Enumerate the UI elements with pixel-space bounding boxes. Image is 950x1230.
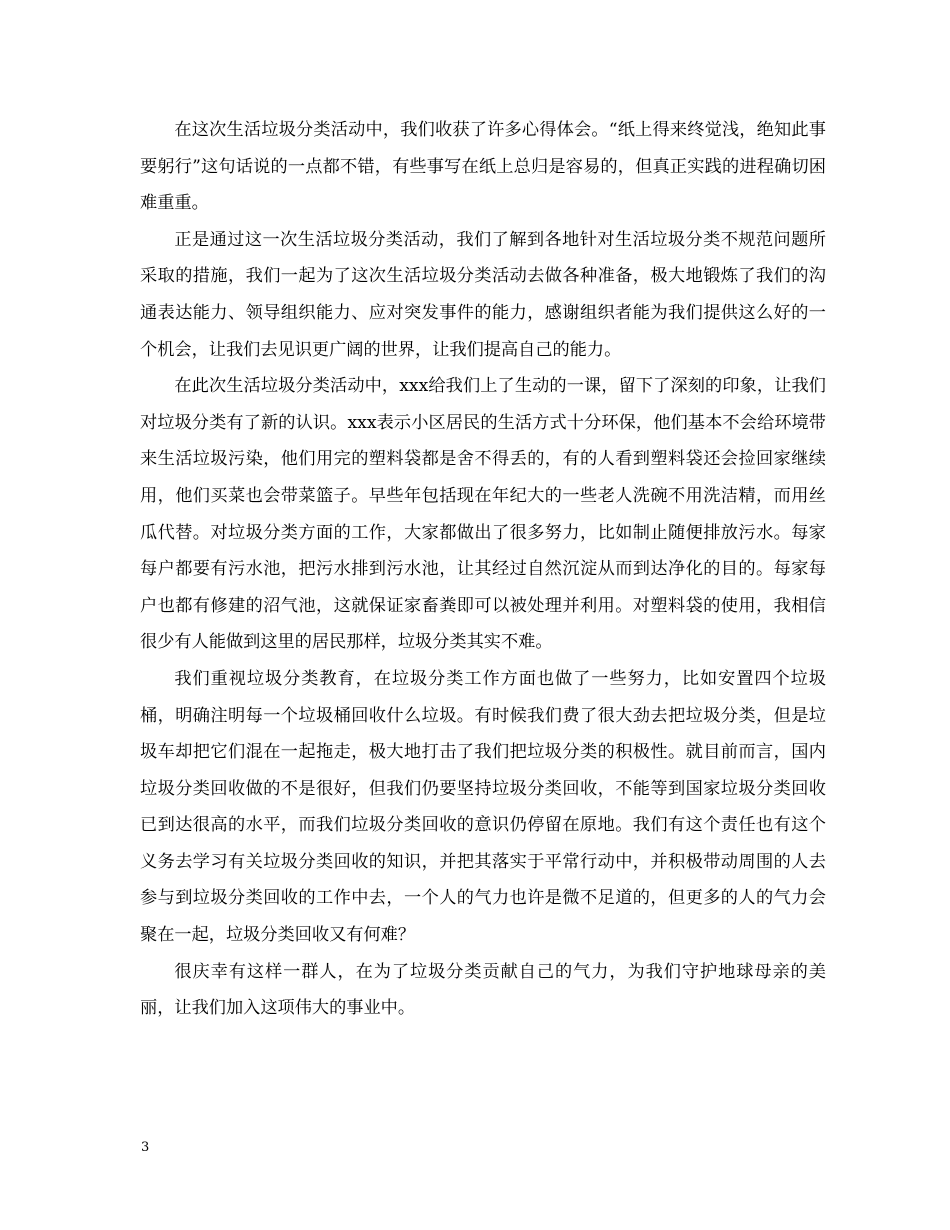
page-number: 3: [141, 1140, 150, 1155]
paragraph-1: 在这次生活垃圾分类活动中，我们收获了许多心得体会。“纸上得来终觉浅，绝知此事要躬行”这句话说的一点都不错，有些事写在纸上总归是容易的，但真正实践的进程确切困难重重。: [140, 120, 826, 214]
paragraph-2: 正是通过这一次生活垃圾分类活动，我们了解到各地针对生活垃圾分类不规范问题所采取的措施，我们一起为了这次生活垃圾分类活动去做各种准备，极大地锻炼了我们的沟通表达能力、领导组织能力、应对突发事件的能力，感谢组织者能为我们提供这么好的一个机会，让我们去见识更广阔的世界，让我们提高自己的能力。: [140, 229, 826, 360]
paragraph-4: 我们重视垃圾分类教育，在垃圾分类工作方面也做了一些努力，比如安置四个垃圾桶，明确注明每一个垃圾桶回收什么垃圾。有时候我们费了很大劲去把垃圾分类，但是垃圾车却把它们混在一起拖走，极大地打击了我们把垃圾分类的积极性。就目前而言，国内垃圾分类回收做的不是很好，但我们仍要坚持垃圾分类回收，不能等到国家垃圾分类回收已到达很高的水平，而我们垃圾分类回收的意识仍停留在原地。我们有这个责任也有这个义务去学习有关垃圾分类回收的知识，并把其落实于平常行动中，并积极带动周围的人去参与到垃圾分类回收的工作中去，一个人的气力也许是微不足道的，但更多的人的气力会聚在一起，垃圾分类回收又有何难？: [140, 668, 826, 946]
paragraph-5: 很庆幸有这样一群人，在为了垃圾分类贡献自己的气力，为我们守护地球母亲的美丽，让我们加入这项伟大的事业中。: [140, 961, 826, 1019]
paragraph-3: 在此次生活垃圾分类活动中，xxx给我们上了生动的一课，留下了深刻的印象，让我们对垃圾分类有了新的认识。xxx表示小区居民的生活方式十分环保，他们基本不会给环境带来生活垃圾污染，他们用完的塑料袋都是舍不得丢的，有的人看到塑料袋还会捡回家继续用，他们买菜也会带菜篮子。早些年包括现在年纪大的一些老人洗碗不用洗洁精，而用丝瓜代替。对垃圾分类方面的工作，大家都做出了很多努力，比如制止随便排放污水。每家每户都要有污水池，把污水排到污水池，让其经过自然沉淀从而到达净化的目的。每家每户也都有修建的沼气池，这就保证家畜粪即可以被处理并利用。对塑料袋的使用，我相信很少有人能做到这里的居民那样，垃圾分类其实不难。: [140, 376, 826, 653]
document-body: [140, 112, 826, 1027]
